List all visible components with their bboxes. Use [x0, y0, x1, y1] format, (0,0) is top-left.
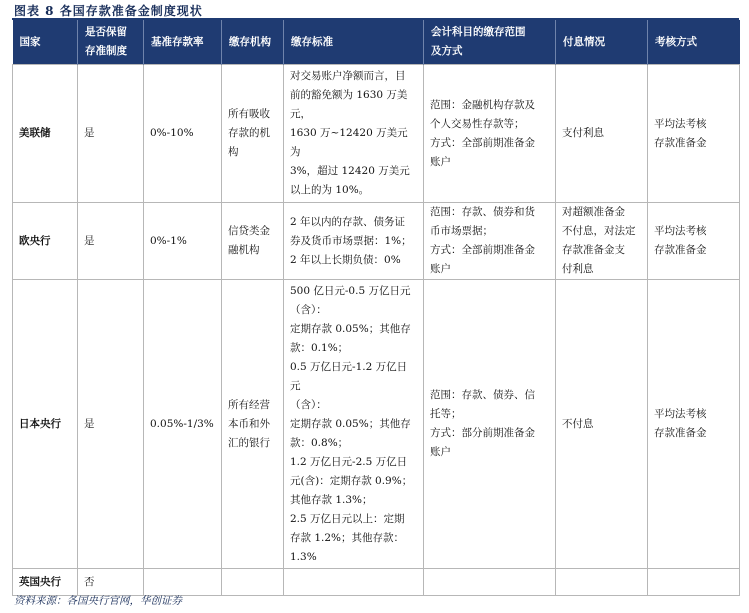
standard-cell: 500 亿日元-0.5 万亿日元 （含）： 定期存款 0.05%；其他存 款：0.1%； 0.5 万亿日元-1.2 万亿日元 （含）： 定期存款 0.05%；其他存 款：0.8%； 1.2 万亿日元-2.5 万亿日 元(含)：定期存款 0.9%； 其他存款 1.3%； 2.5 万亿日元以上：定期 存款 1.2%；其他存款： 1.3% [284, 280, 424, 569]
interest-cell: 支付利息 [556, 65, 648, 203]
interest-cell: 对超额准备金 不付息，对法定 存款准备金支 付利息 [556, 203, 648, 280]
source-note: 资料来源：各国央行官网，华创证券 [14, 595, 182, 607]
scope-cell [424, 569, 556, 596]
retained-cell: 是 [78, 65, 144, 203]
scope-cell: 范围：金融机构存款及 个人交易性存款等； 方式：全部前期准备金 账户 [424, 65, 556, 203]
standard-cell: 2 年以内的存款、债务证 券及货币市场票据：1%； 2 年以上长期负债：0% [284, 203, 424, 280]
rate-cell: 0%-1% [144, 203, 222, 280]
retained-cell: 否 [78, 569, 144, 596]
header-institution: 缴存机构 [222, 20, 284, 65]
header-retained: 是否保留 存准制度 [78, 20, 144, 65]
retained-cell: 是 [78, 203, 144, 280]
assessment-cell: 平均法考核 存款准备金 [648, 280, 740, 569]
header-scope: 会计科目的缴存范围 及方式 [424, 20, 556, 65]
header-rate: 基准存款率 [144, 20, 222, 65]
standard-cell [284, 569, 424, 596]
table-row [13, 569, 740, 596]
assessment-cell [648, 569, 740, 596]
institution-cell [222, 569, 284, 596]
table-row [13, 280, 740, 569]
country-cell: 欧央行 [13, 203, 78, 280]
rate-cell: 0.05%-1/3% [144, 280, 222, 569]
assessment-cell: 平均法考核 存款准备金 [648, 65, 740, 203]
country-cell: 英国央行 [13, 569, 78, 596]
rate-cell: 0%-10% [144, 65, 222, 203]
country-cell: 美联储 [13, 65, 78, 203]
table-row [13, 65, 740, 203]
header-assessment: 考核方式 [648, 20, 740, 65]
institution-cell: 所有吸收 存款的机 构 [222, 65, 284, 203]
standard-cell: 对交易账户净额而言，目 前的豁免额为 1630 万美 元， 1630 万~12420 万美元为 3%，超过 12420 万美元 以上的为 10%。 [284, 65, 424, 203]
interest-cell: 不付息 [556, 280, 648, 569]
country-cell: 日本央行 [13, 280, 78, 569]
header-row [13, 20, 740, 65]
institution-cell: 信贷类金 融机构 [222, 203, 284, 280]
interest-cell [556, 569, 648, 596]
header-country: 国家 [13, 20, 78, 65]
header-standard: 缴存标准 [284, 20, 424, 65]
rate-cell [144, 569, 222, 596]
assessment-cell: 平均法考核 存款准备金 [648, 203, 740, 280]
scope-cell: 范围：存款、债券和货 币市场票据； 方式：全部前期准备金 账户 [424, 203, 556, 280]
figure-title: 图表 8 各国存款准备金制度现状 [14, 4, 203, 18]
scope-cell: 范围：存款、债券、信 托等； 方式：部分前期准备金 账户 [424, 280, 556, 569]
header-interest: 付息情况 [556, 20, 648, 65]
table-row [13, 203, 740, 280]
retained-cell: 是 [78, 280, 144, 569]
reserve-table [12, 20, 740, 596]
institution-cell: 所有经营 本币和外 汇的银行 [222, 280, 284, 569]
